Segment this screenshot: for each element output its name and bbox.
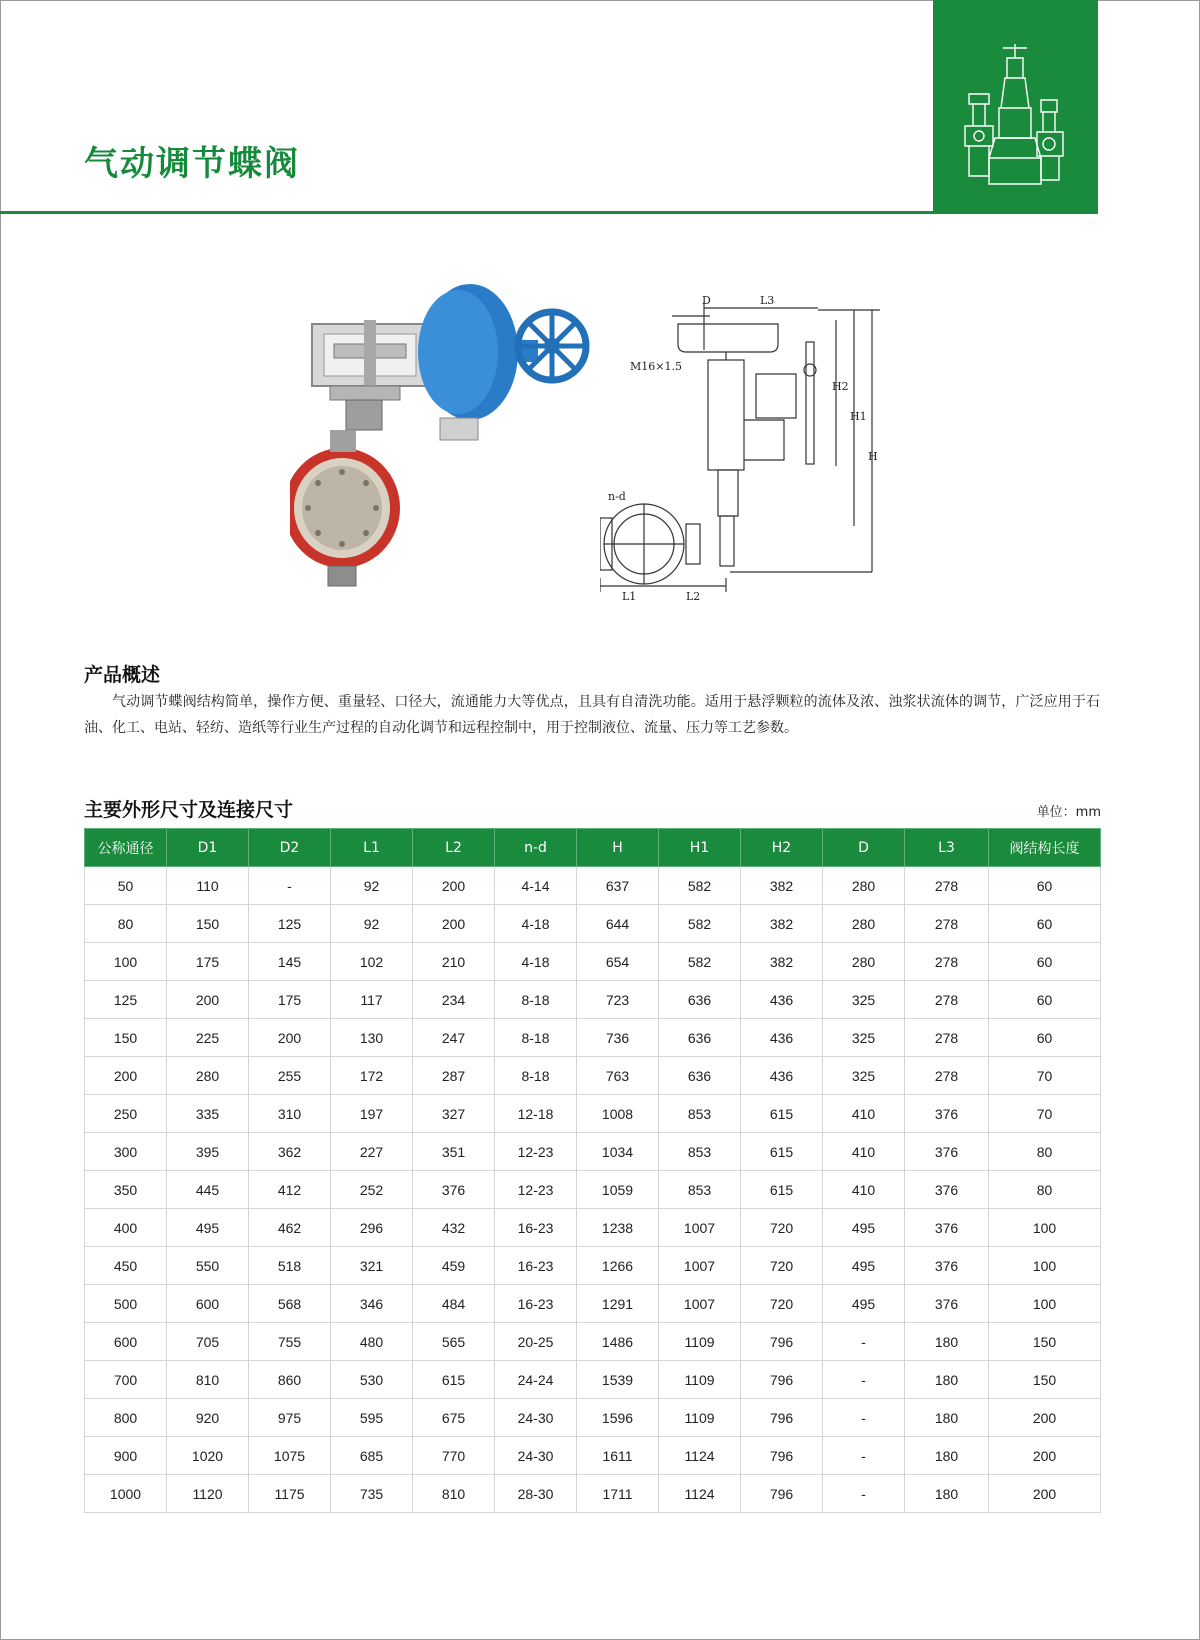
table-cell: 720 [741,1247,823,1285]
table-cell: 920 [167,1399,249,1437]
table-cell: 376 [905,1171,989,1209]
table-cell: 100 [989,1209,1101,1247]
table-cell: 568 [249,1285,331,1323]
table-cell: 382 [741,905,823,943]
table-cell: 410 [823,1133,905,1171]
table-cell: 636 [659,1057,741,1095]
table-cell: 200 [413,867,495,905]
table-cell: 615 [741,1171,823,1209]
table-cell: 100 [989,1247,1101,1285]
table-cell: 376 [905,1209,989,1247]
table-cell: 1711 [577,1475,659,1513]
table-cell: 755 [249,1323,331,1361]
header-logo-box [933,0,1098,214]
table-cell: 252 [331,1171,413,1209]
table-cell: 763 [577,1057,659,1095]
table-cell: 296 [331,1209,413,1247]
table-row [85,943,1101,981]
table-cell: 900 [85,1437,167,1475]
table-cell: 351 [413,1133,495,1171]
column-header: L2 [413,829,495,867]
table-cell: 800 [85,1399,167,1437]
column-header: L3 [905,829,989,867]
table-cell: 200 [249,1019,331,1057]
table-cell: 24-30 [495,1399,577,1437]
table-cell: 250 [85,1095,167,1133]
table-cell: 1059 [577,1171,659,1209]
table-cell: 310 [249,1095,331,1133]
table-cell: 376 [905,1247,989,1285]
table-cell: 92 [331,905,413,943]
product-photo [290,280,610,600]
table-cell: 8-18 [495,981,577,1019]
table-cell: 1000 [85,1475,167,1513]
table-cell: 436 [741,1057,823,1095]
table-cell: 210 [413,943,495,981]
table-cell: 1611 [577,1437,659,1475]
label-d: D [702,294,711,307]
column-header: L1 [331,829,413,867]
table-cell: 382 [741,867,823,905]
table-cell: 395 [167,1133,249,1171]
table-cell: 60 [989,981,1101,1019]
table-cell: 736 [577,1019,659,1057]
table-cell: 1124 [659,1475,741,1513]
table-cell: 735 [331,1475,413,1513]
table-cell: 200 [85,1057,167,1095]
table-cell: 582 [659,905,741,943]
table-cell: 172 [331,1057,413,1095]
dimensions-table [84,828,1101,1513]
table-cell: 410 [823,1171,905,1209]
table-cell: 180 [905,1361,989,1399]
table-row [85,1171,1101,1209]
table-cell: - [249,867,331,905]
label-thread: M16×1.5 [630,360,682,373]
table-cell: 175 [249,981,331,1019]
table-cell: 16-23 [495,1285,577,1323]
table-row [85,981,1101,1019]
table-body [85,867,1101,1513]
table-cell: 432 [413,1209,495,1247]
table-cell: 287 [413,1057,495,1095]
table-cell: 150 [85,1019,167,1057]
table-cell: 1109 [659,1399,741,1437]
table-cell: - [823,1475,905,1513]
table-cell: 362 [249,1133,331,1171]
table-cell: 145 [249,943,331,981]
table-cell: 495 [167,1209,249,1247]
table-cell: 130 [331,1019,413,1057]
table-row [85,1095,1101,1133]
table-cell: 24-30 [495,1437,577,1475]
page-title: 气动调节蝶阀 [84,144,300,184]
table-cell: 321 [331,1247,413,1285]
table-cell: 1109 [659,1361,741,1399]
table-cell: 200 [167,981,249,1019]
column-header: D [823,829,905,867]
table-row [85,1247,1101,1285]
valve-outline-icon [955,36,1075,196]
table-header-row [85,829,1101,867]
table-row [85,905,1101,943]
table-cell: 1266 [577,1247,659,1285]
table-cell: 550 [167,1247,249,1285]
table-row [85,1285,1101,1323]
column-header: H2 [741,829,823,867]
column-header: 阀结构长度 [989,829,1101,867]
table-cell: 495 [823,1209,905,1247]
table-cell: 720 [741,1285,823,1323]
table-cell: - [823,1361,905,1399]
table-row [85,1323,1101,1361]
table-cell: 280 [167,1057,249,1095]
dimension-drawing [600,290,930,620]
table-cell: 325 [823,1057,905,1095]
table-cell: 853 [659,1171,741,1209]
table-cell: 100 [989,1285,1101,1323]
label-l2: L2 [686,590,701,603]
table-row [85,1475,1101,1513]
table-cell: 60 [989,943,1101,981]
table-cell: 685 [331,1437,413,1475]
column-header: 公称通径 [85,829,167,867]
table-cell: 436 [741,1019,823,1057]
label-h2: H2 [832,380,849,393]
table-cell: 644 [577,905,659,943]
table-cell: 1020 [167,1437,249,1475]
column-header: n-d [495,829,577,867]
table-cell: 450 [85,1247,167,1285]
table-row [85,1057,1101,1095]
table-cell: 615 [741,1095,823,1133]
table-cell: 700 [85,1361,167,1399]
table-cell: 1238 [577,1209,659,1247]
table-cell: 325 [823,981,905,1019]
table-cell: 796 [741,1361,823,1399]
table-cell: 200 [989,1475,1101,1513]
table-cell: 720 [741,1209,823,1247]
table-cell: 60 [989,1019,1101,1057]
label-l3: L3 [760,294,775,307]
table-cell: 705 [167,1323,249,1361]
table-cell: 4-18 [495,905,577,943]
table-cell: 255 [249,1057,331,1095]
table-cell: 796 [741,1437,823,1475]
table-cell: 400 [85,1209,167,1247]
table-cell: 200 [989,1399,1101,1437]
table-cell: 278 [905,1057,989,1095]
table-cell: 1007 [659,1285,741,1323]
table-cell: 346 [331,1285,413,1323]
table-cell: 445 [167,1171,249,1209]
table-cell: 234 [413,981,495,1019]
table-cell: 278 [905,867,989,905]
table-cell: 350 [85,1171,167,1209]
table-cell: 24-24 [495,1361,577,1399]
table-cell: 565 [413,1323,495,1361]
table-cell: 125 [85,981,167,1019]
table-cell: 70 [989,1095,1101,1133]
table-cell: 80 [85,905,167,943]
table-cell: 16-23 [495,1247,577,1285]
table-cell: 853 [659,1095,741,1133]
table-cell: 1075 [249,1437,331,1475]
table-cell: 175 [167,943,249,981]
table-cell: 600 [85,1323,167,1361]
table-cell: 16-23 [495,1209,577,1247]
label-h1: H1 [850,410,867,423]
table-cell: 975 [249,1399,331,1437]
table-cell: 615 [413,1361,495,1399]
table-cell: 200 [413,905,495,943]
table-cell: - [823,1399,905,1437]
table-cell: 412 [249,1171,331,1209]
table-cell: 582 [659,867,741,905]
overview-text: 气动调节蝶阀结构简单，操作方便、重量轻、口径大，流通能力大等优点，且具有自清洗功能。适用于悬浮颗粒的流体及浓、浊浆状流体的调节，广泛应用于石油、化工、电站、轻纺、造纸等行业生产过程的自动化调节和远程控制中，用于控制液位、流量、压力等工艺参数。 [84,694,1100,736]
table-cell: 1596 [577,1399,659,1437]
table-cell: 125 [249,905,331,943]
table-cell: 1291 [577,1285,659,1323]
table-cell: 376 [905,1095,989,1133]
table-cell: 636 [659,1019,741,1057]
table-cell: 518 [249,1247,331,1285]
table-row [85,1361,1101,1399]
table-cell: 278 [905,981,989,1019]
table-cell: 12-18 [495,1095,577,1133]
table-cell: 376 [413,1171,495,1209]
table-cell: 860 [249,1361,331,1399]
table-cell: 796 [741,1399,823,1437]
table-row [85,1019,1101,1057]
table-cell: 495 [823,1285,905,1323]
table-cell: 80 [989,1133,1101,1171]
table-cell: 335 [167,1095,249,1133]
table-cell: 382 [741,943,823,981]
table-cell: 150 [989,1361,1101,1399]
table-row [85,1133,1101,1171]
table-cell: 300 [85,1133,167,1171]
table-row [85,1437,1101,1475]
table-cell: 20-25 [495,1323,577,1361]
table-cell: 225 [167,1019,249,1057]
table-cell: 595 [331,1399,413,1437]
table-cell: 1007 [659,1247,741,1285]
table-cell: 376 [905,1133,989,1171]
table-cell: 150 [989,1323,1101,1361]
table-cell: 28-30 [495,1475,577,1513]
table-cell: 723 [577,981,659,1019]
table-cell: 278 [905,1019,989,1057]
table-cell: 280 [823,867,905,905]
table-cell: 1120 [167,1475,249,1513]
table-cell: 325 [823,1019,905,1057]
table-cell: 495 [823,1247,905,1285]
table-cell: 436 [741,981,823,1019]
table-cell: 615 [741,1133,823,1171]
table-cell: 675 [413,1399,495,1437]
table-cell: 117 [331,981,413,1019]
table-cell: 484 [413,1285,495,1323]
table-cell: 200 [989,1437,1101,1475]
table-row [85,1399,1101,1437]
table-cell: 1007 [659,1209,741,1247]
table-cell: 12-23 [495,1171,577,1209]
table-cell: 8-18 [495,1019,577,1057]
table-cell: 459 [413,1247,495,1285]
column-header: D2 [249,829,331,867]
table-cell: 480 [331,1323,413,1361]
table-row [85,867,1101,905]
table-cell: 1124 [659,1437,741,1475]
table-cell: 180 [905,1475,989,1513]
table-cell: 280 [823,943,905,981]
table-cell: 4-18 [495,943,577,981]
table-cell: 1175 [249,1475,331,1513]
table-cell: 462 [249,1209,331,1247]
table-cell: 80 [989,1171,1101,1209]
overview-heading: 产品概述 [84,664,161,686]
table-cell: 4-14 [495,867,577,905]
table-cell: 227 [331,1133,413,1171]
table-cell: 810 [413,1475,495,1513]
dimensions-heading: 主要外形尺寸及连接尺寸 [84,799,294,821]
table-cell: 853 [659,1133,741,1171]
table-cell: 50 [85,867,167,905]
table-cell: 582 [659,943,741,981]
table-cell: 180 [905,1399,989,1437]
table-cell: 102 [331,943,413,981]
unit-label: 单位：mm [1036,805,1101,820]
table-cell: 150 [167,905,249,943]
table-cell: 197 [331,1095,413,1133]
table-cell: 100 [85,943,167,981]
label-l1: L1 [622,590,637,603]
table-cell: 1008 [577,1095,659,1133]
table-cell: 247 [413,1019,495,1057]
table-cell: 92 [331,867,413,905]
table-cell: 180 [905,1437,989,1475]
table-cell: 110 [167,867,249,905]
column-header: D1 [167,829,249,867]
table-cell: 280 [823,905,905,943]
table-cell: 637 [577,867,659,905]
column-header: H [577,829,659,867]
table-cell: 376 [905,1285,989,1323]
table-cell: 278 [905,943,989,981]
table-cell: 70 [989,1057,1101,1095]
table-cell: 770 [413,1437,495,1475]
table-cell: 500 [85,1285,167,1323]
table-cell: 1539 [577,1361,659,1399]
table-cell: 636 [659,981,741,1019]
table-cell: - [823,1437,905,1475]
table-cell: 654 [577,943,659,981]
table-cell: 810 [167,1361,249,1399]
label-h: H [868,450,878,463]
table-cell: 1486 [577,1323,659,1361]
table-cell: 410 [823,1095,905,1133]
table-cell: 60 [989,867,1101,905]
table-cell: 278 [905,905,989,943]
table-cell: 180 [905,1323,989,1361]
table-cell: 12-23 [495,1133,577,1171]
column-header: H1 [659,829,741,867]
table-cell: 796 [741,1475,823,1513]
label-nd: n-d [608,490,626,503]
table-cell: 1034 [577,1133,659,1171]
table-cell: 327 [413,1095,495,1133]
table-cell: 600 [167,1285,249,1323]
table-row [85,1209,1101,1247]
table-cell: 1109 [659,1323,741,1361]
table-cell: 8-18 [495,1057,577,1095]
table-cell: 530 [331,1361,413,1399]
table-cell: 796 [741,1323,823,1361]
table-cell: - [823,1323,905,1361]
table-cell: 60 [989,905,1101,943]
